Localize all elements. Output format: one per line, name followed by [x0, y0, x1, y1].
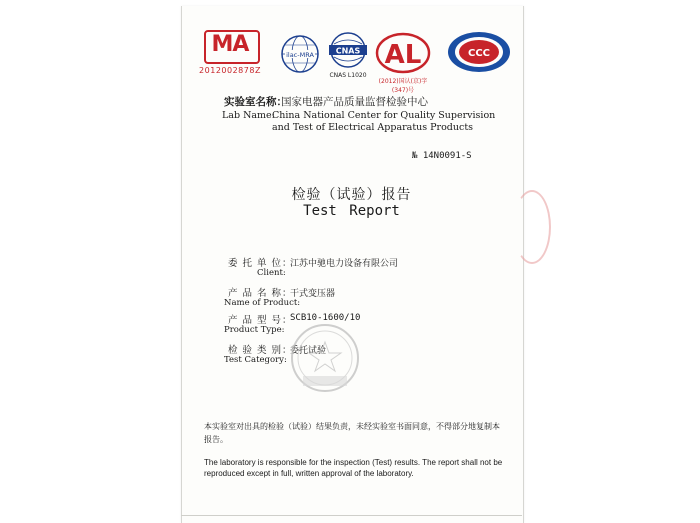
cal-logo — [372, 32, 434, 94]
product-name-value: 干式变压器 — [290, 289, 336, 299]
cal-emblem-icon — [372, 32, 434, 76]
ilac-globe-icon — [279, 34, 321, 74]
inspection-seal — [289, 322, 361, 394]
cnas-logo — [325, 30, 371, 80]
report-title-en: Test Report — [303, 203, 400, 219]
test-category-label-en: Test Category: — [224, 355, 287, 365]
client-value: 江苏中驰电力设备有限公司 — [290, 259, 399, 269]
cal-number: (2012)国认(京)字(347)号 — [378, 78, 428, 94]
cma-logo — [196, 30, 264, 82]
test-category-value: 委托试验 — [290, 346, 327, 356]
page-bottom-rule — [181, 515, 522, 516]
lab-name-cn: 国家电器产品质量监督检验中心 — [281, 96, 428, 108]
test-category-label-cn: 检 验 类 别： — [228, 345, 293, 356]
lab-name-label-en: Lab Name: — [222, 110, 275, 121]
product-type-label-en: Product Type: — [224, 325, 285, 335]
lab-name-label-cn: 实验室名称： — [224, 96, 287, 108]
product-name-label-cn: 产 品 名 称： — [228, 288, 293, 299]
ccc-logo — [445, 30, 513, 74]
product-type-value: SCB10-1600/10 — [290, 313, 361, 323]
cma-number: 2012002878Z — [199, 66, 261, 75]
client-label-cn: 委 托 单 位： — [228, 258, 293, 269]
cnas-number: CNAS L1020 — [329, 72, 367, 79]
lab-name-en-line2: and Test of Electrical Apparatus Products — [272, 122, 474, 133]
ilac-logo-text: ilac-MRA — [286, 51, 314, 59]
ccc-emblem-icon — [445, 30, 513, 74]
disclaimer-en: The laboratory is responsible for the inspection (Test) results. The report shall not be reproduced except in full, written approval of the laboratory. — [204, 458, 503, 478]
report-title-cn: 检验（试验）报告 — [291, 187, 412, 203]
lab-name-en-line1: China National Center for Quality Supervision — [272, 110, 496, 121]
ccc-logo-text: CCC — [467, 48, 491, 59]
cma-logo-text: MA — [211, 32, 249, 57]
seal-emblem-icon — [289, 322, 361, 394]
product-type-label-cn: 产 品 型 号： — [228, 315, 293, 326]
ilac-mra-logo — [279, 34, 321, 74]
disclaimer-cn: 本实验室对出具的检验（试验）结果负责，未经实验室书面同意，不得部分地复制本报告。 — [204, 422, 500, 444]
cal-logo-text: AL — [384, 40, 422, 70]
cnas-logo-text: CNAS — [335, 46, 361, 56]
client-label-en: Client: — [257, 268, 286, 278]
report-number: № 14N0091-S — [412, 151, 472, 161]
product-name-label-en: Name of Product: — [224, 298, 301, 308]
cnas-emblem-icon — [325, 30, 371, 72]
